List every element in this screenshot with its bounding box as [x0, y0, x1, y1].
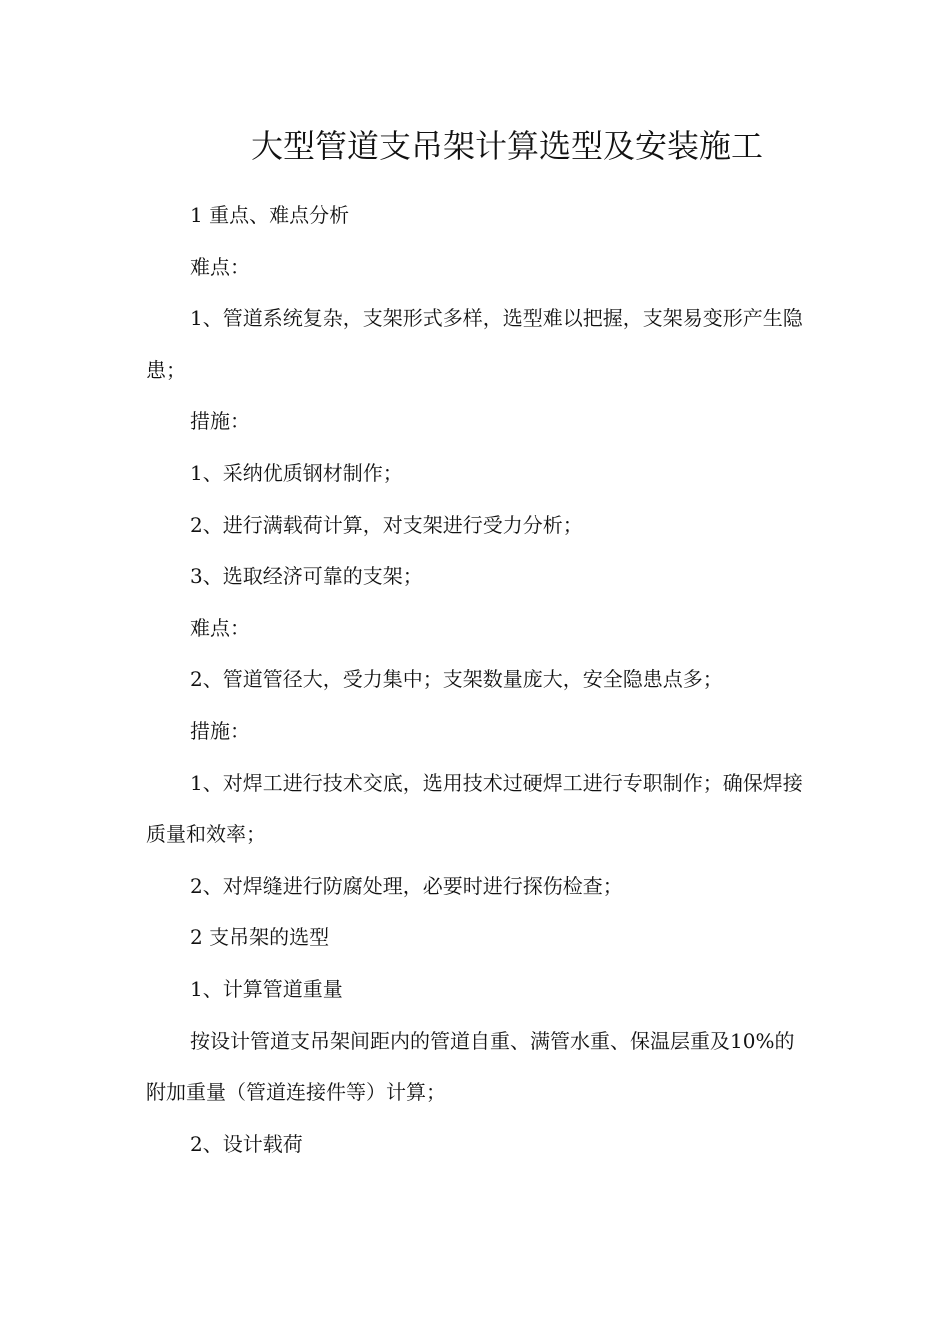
difficulty-label-1: 难点：: [190, 254, 250, 279]
measure-item-1: 1、采纳优质钢材制作；: [190, 460, 403, 485]
measure-item-4: 1、对焊工进行技术交底，选用技术过硬焊工进行专职制作；确保焊接质量和效率；: [146, 770, 803, 847]
subsection-heading-1: 1、计算管道重量: [190, 976, 343, 1001]
difficulty-label-2: 难点：: [190, 615, 250, 640]
measures-label-2: 措施：: [190, 718, 250, 743]
document-body: [146, 190, 806, 1170]
section-heading-1: 1 重点、难点分析: [190, 203, 350, 227]
difficulty-item-1: 1、管道系统复杂，支架形式多样，选型难以把握，支架易变形产生隐患；: [146, 306, 803, 382]
subsection-heading-2: 2、设计载荷: [190, 1131, 303, 1156]
section-heading-2: 2 支吊架的选型: [190, 925, 330, 950]
measure-item-5: 2、对焊缝进行防腐处理，必要时进行探伤检查；: [190, 873, 623, 898]
measure-item-2: 2、进行满载荷计算，对支架进行受力分析；: [190, 512, 583, 537]
body-paragraph-1: 按设计管道支吊架间距内的管道自重、满管水重、保温层重及10%的附加重量（管道连接件等）计算；: [146, 1028, 795, 1105]
document-title: 大型管道支吊架计算选型及安装施工: [250, 127, 763, 165]
measure-item-3: 3、选取经济可靠的支架；: [190, 564, 423, 589]
measures-label-1: 措施：: [190, 409, 250, 434]
difficulty-item-2: 2、管道管径大，受力集中；支架数量庞大，安全隐患点多；: [190, 667, 723, 692]
